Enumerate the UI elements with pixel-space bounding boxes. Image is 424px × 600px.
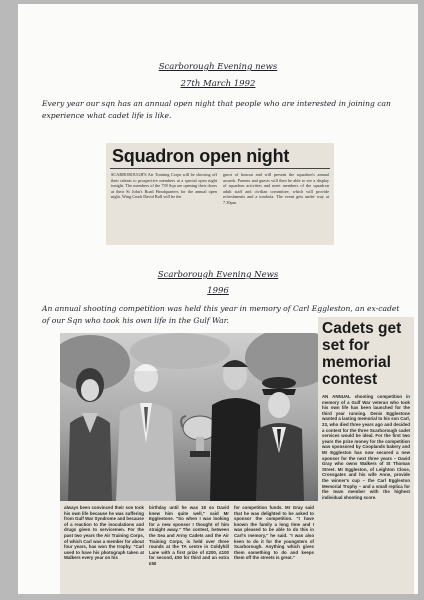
headline-cadets-memorial: Cadets get set for memorial contest [322, 320, 402, 388]
headline-rule [110, 168, 330, 169]
caption-1996-date: 1996 [207, 286, 229, 296]
photo-illustration [60, 333, 318, 501]
clipping-1996-column-2: birthday until he was 18 so David knew him quite well," said Mr Egglestone. "So when I was looking for a new sponsor I thought of him straight away." The contest, between the Sea and Army Cadets and the Air Training Corps, is held over three rounds at the TA centre in Coldyhill Lane with a first prize of £200, £100 for second, £50 for third and an extra £50 [149, 505, 229, 566]
clipping-1996-body [60, 501, 318, 594]
scrapbook-page [18, 4, 418, 594]
caption-1992-intro: Every year our sqn has an annual open night that people who are interested in joining can experience what cadet life is like. [42, 99, 391, 120]
caption-1996-source: Scarborough Evening News [157, 270, 279, 280]
clipping-1992-column-1: SCARBOROUGH'S Air Training Corps will be showing off their talents to prospective members at a special open night tonight. The members of the 739 Sqn are opening their doors at their St John's Road Headquarters for the annual open night. Wing Cmdr David Bull will be the [111, 172, 217, 199]
clipping-cadets-memorial [318, 317, 414, 594]
clipping-squadron-open-night [106, 143, 334, 245]
clipping-1996-column-1: always been convinced their son took his own life because he was suffering from Gulf War Syndrome and because of a reaction to the inoculations and drugs given to servicemen. For the past two years the Air Training Corps, of which Carl was a member for about four years, has won the trophy. "Carl used to have his photograph taken at Walkers every year on his [64, 505, 144, 561]
headline-open-night: Squadron open night [112, 146, 290, 166]
clipping-1996-column-3: for competition funds. Mr Gray said that he was delighted to be asked to sponsor the competition. "I have known the family a long time and I was pleased to be able to do this in Carl's memory," he said. "I was also keen to do it for the youngsters of Scarborough. Anything which gives them something to do and keeps them off the streets is great." [234, 505, 314, 561]
caption-1996-intro: An annual shooting competition was held this year in memory of Carl Eggleston, an ex-cadet of our Sqn who took his own life in the Gulf War. [42, 304, 400, 325]
clipping-1992-column-2: guest of honour and will present the squadron's annual awards. Parents and guests will then be able to see a display of squadron activities and meet members of the squadron adult staff and civilian committee, which will provide refreshments and a tombola. The event gets under way at 7.30pm. [223, 172, 329, 205]
caption-1992-date: 27th March 1992 [180, 79, 256, 89]
photo-trophy-presentation [60, 333, 318, 501]
caption-1992-source: Scarborough Evening news [158, 62, 278, 72]
clipping-1996-side-column: AN ANNUAL shooting competition in memory of a Gulf War veteran who took his own life has been launched for the third year running. Denis Egglestone wanted a lasting memorial to his son Carl, 23, who died three years ago and decided a contest for the three Scarborough cadet services would be ideal. For the first two years the prize money for the competition was sponsored by Cooplands bakery and Mr Eggleston has now secured a new sponsor for the next three years – David Gray who owns Walkers of St Thomas Street. Mr Eggleston, of Leighton Close, Crossgates and his wife Anne, provide the winner's cup – the Carl Eggleston Memorial Trophy – and a small replica for the team member with the highest individual shooting score. [322, 394, 410, 500]
